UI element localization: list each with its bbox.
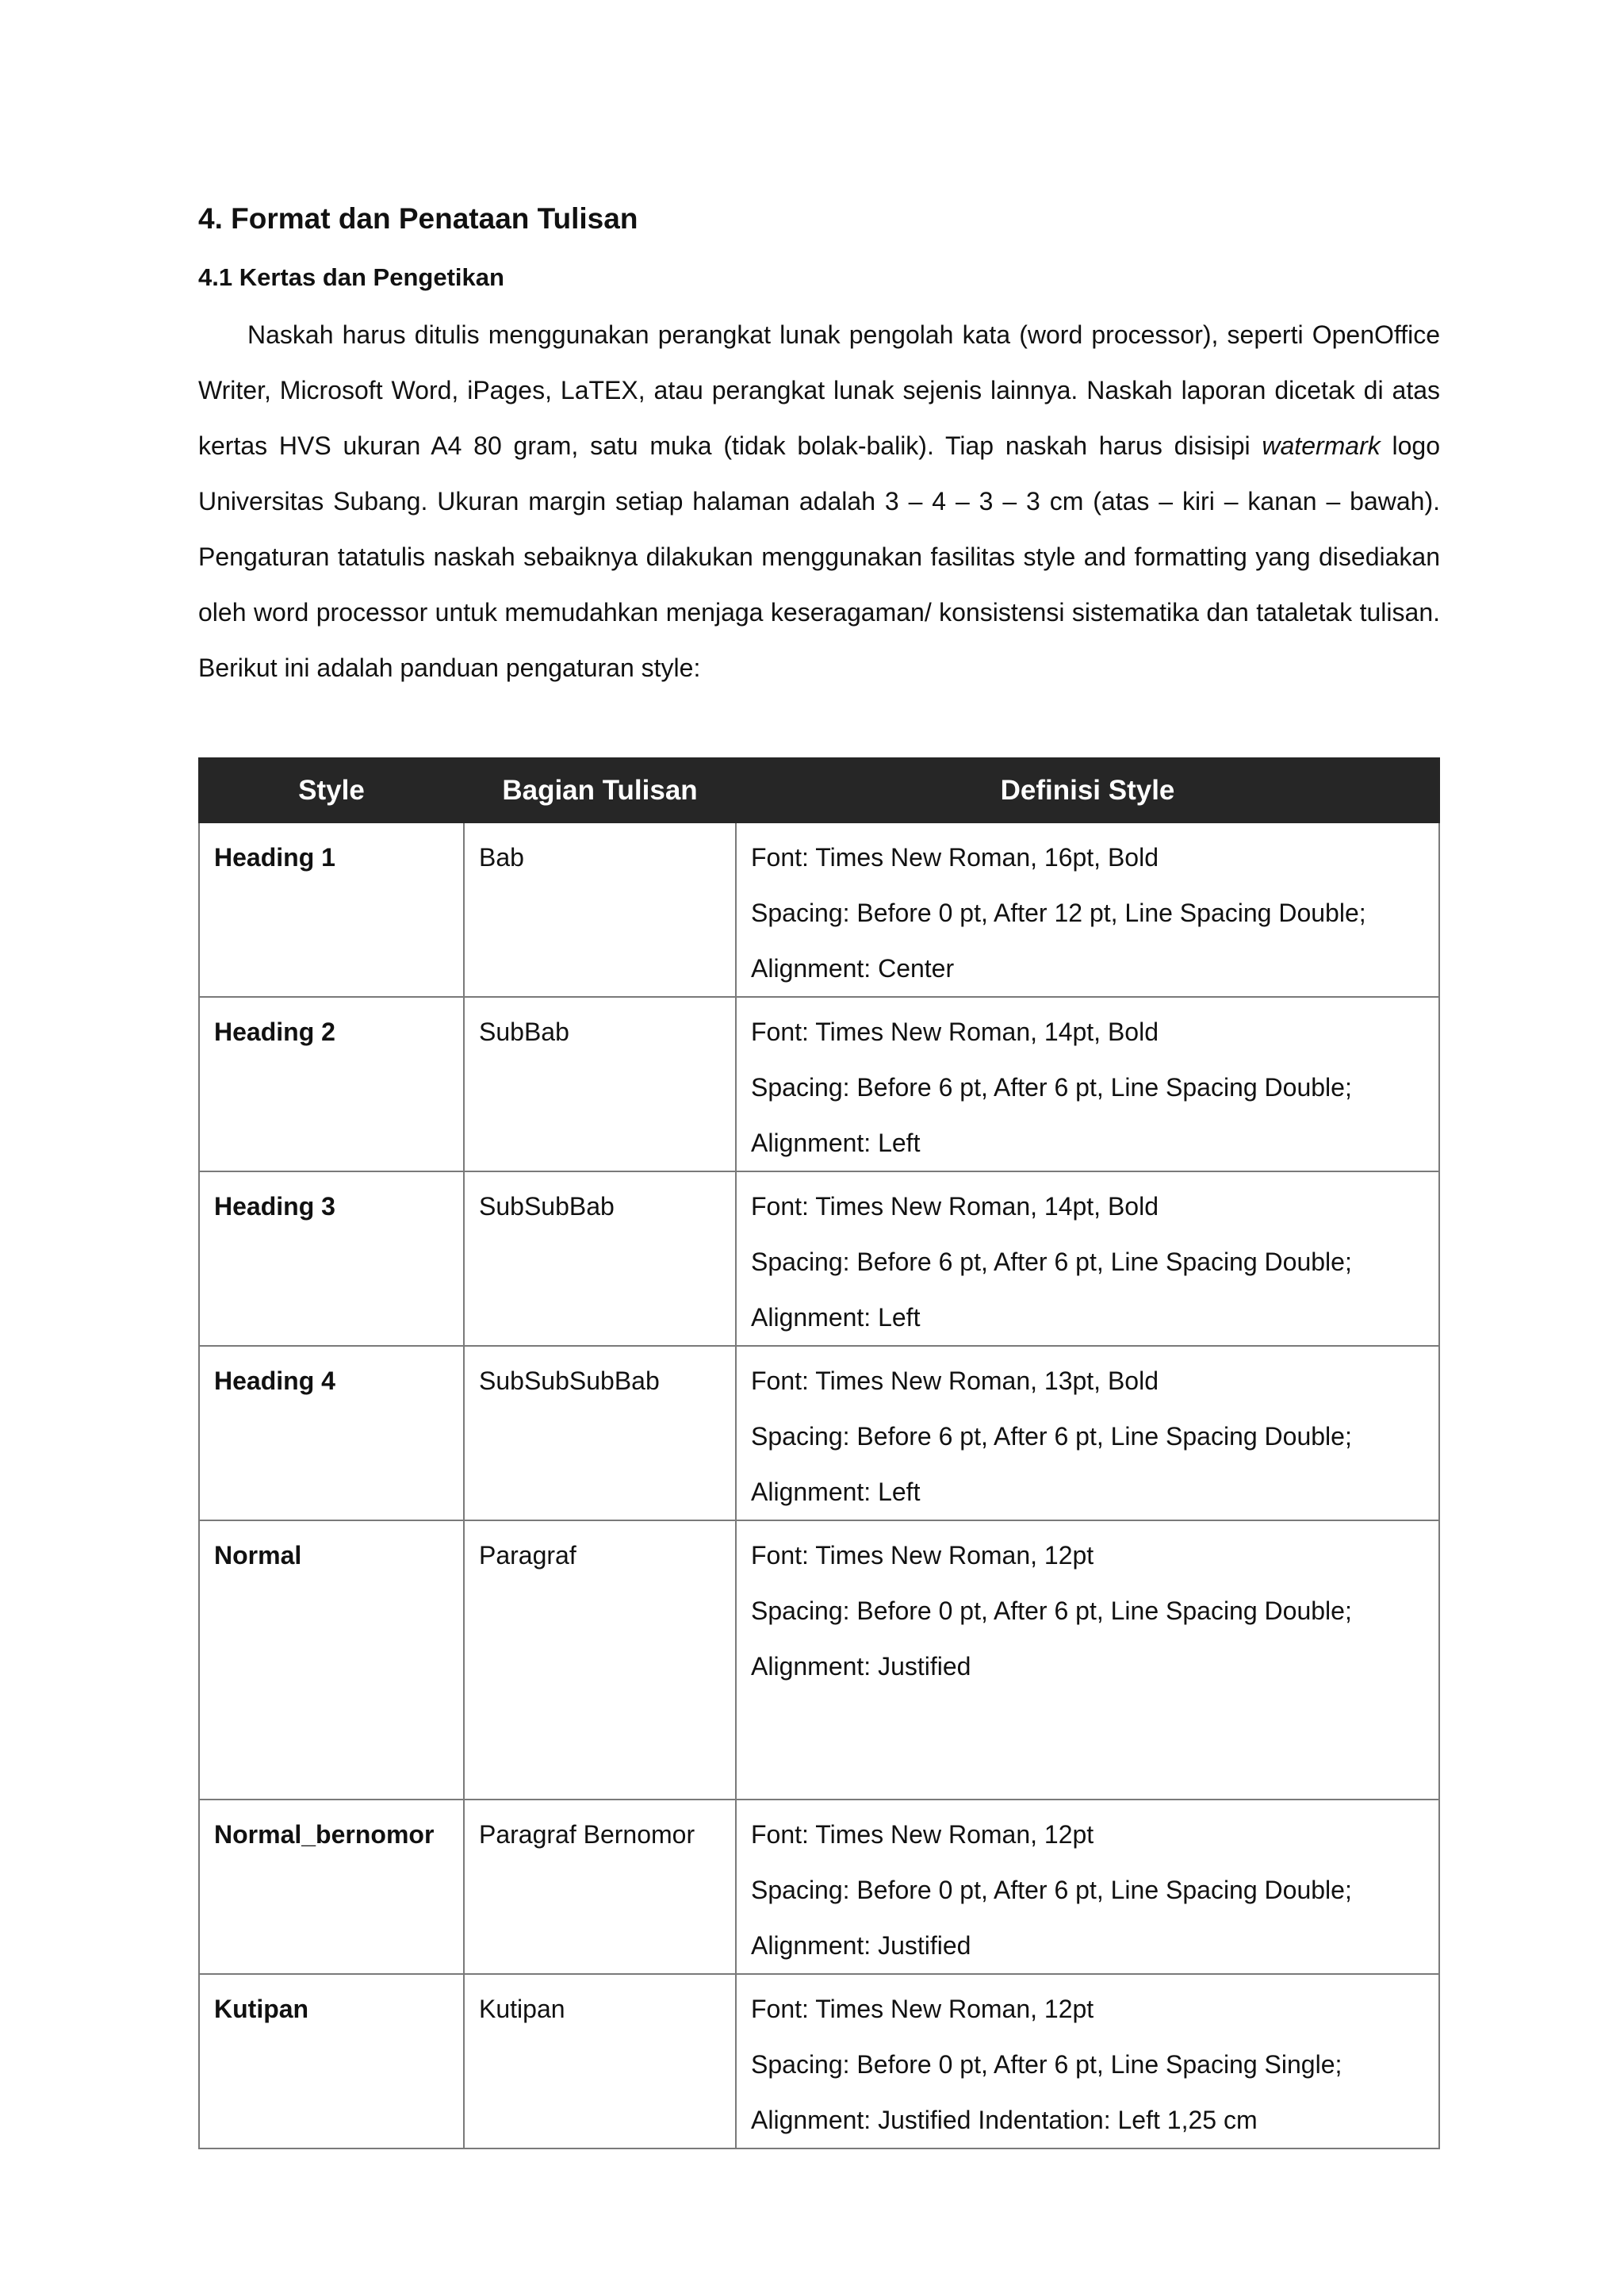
bagian-cell: SubBab — [464, 997, 736, 1171]
definisi-alignment: Alignment: Justified Indentation: Left 1,25 cm — [751, 2106, 1258, 2134]
style-cell: Heading 2 — [199, 997, 464, 1171]
style-guide-table — [198, 757, 1440, 2149]
section-heading: 4. Format dan Penataan Tulisan — [198, 202, 638, 235]
definisi-spacing: Spacing: Before 0 pt, After 6 pt, Line Spacing Single; — [751, 2050, 1342, 2079]
definisi-cell — [736, 1346, 1439, 1520]
table-row — [199, 1800, 1439, 1974]
definisi-spacing: Spacing: Before 0 pt, After 6 pt, Line Spacing Double; — [751, 1596, 1352, 1625]
definisi-alignment: Alignment: Justified — [751, 1652, 971, 1681]
definisi-spacing: Spacing: Before 0 pt, After 6 pt, Line Spacing Double; — [751, 1876, 1352, 1904]
definisi-spacing: Spacing: Before 6 pt, After 6 pt, Line Spacing Double; — [751, 1248, 1352, 1276]
table-header-row — [199, 758, 1439, 822]
paragraph-text-part2: logo Universitas Subang. Ukuran margin setiap halaman adalah 3 – 4 – 3 – 3 cm (atas – kiri – kanan – bawah). Pengaturan tatatulis naskah sebaiknya dilakukan menggunakan fasilitas style and formatting yang disediakan oleh word processor untuk memudahkan menjaga keseragaman/ konsistensi sistematika dan tataletak tulisan. Berikut ini adalah panduan pengaturan style: — [198, 431, 1441, 682]
table-row — [199, 1974, 1439, 2148]
column-header-definisi-style: Definisi Style — [736, 758, 1439, 822]
definisi-cell — [736, 822, 1439, 997]
definisi-cell — [736, 1974, 1439, 2148]
definisi-font: Font: Times New Roman, 12pt — [751, 1820, 1094, 1849]
definisi-alignment: Alignment: Left — [751, 1303, 921, 1332]
definisi-cell — [736, 1520, 1439, 1800]
table-row — [199, 1171, 1439, 1346]
bagian-cell: SubSubSubBab — [464, 1346, 736, 1520]
table-row — [199, 1346, 1439, 1520]
bagian-cell: Bab — [464, 822, 736, 997]
column-header-style: Style — [199, 758, 464, 822]
paragraph-emphasis: watermark — [1262, 431, 1381, 460]
definisi-font: Font: Times New Roman, 12pt — [751, 1541, 1094, 1570]
bagian-cell: Paragraf — [464, 1520, 736, 1800]
definisi-font: Font: Times New Roman, 14pt, Bold — [751, 1018, 1159, 1046]
definisi-alignment: Alignment: Center — [751, 954, 955, 983]
column-header-bagian-tulisan: Bagian Tulisan — [464, 758, 736, 822]
definisi-alignment: Alignment: Justified — [751, 1931, 971, 1960]
subsection-heading: 4.1 Kertas dan Pengetikan — [198, 263, 504, 291]
definisi-spacing: Spacing: Before 6 pt, After 6 pt, Line Spacing Double; — [751, 1422, 1352, 1451]
definisi-font: Font: Times New Roman, 16pt, Bold — [751, 843, 1159, 872]
style-cell: Heading 1 — [199, 822, 464, 997]
style-cell: Heading 3 — [199, 1171, 464, 1346]
table-row — [199, 1520, 1439, 1800]
table-row — [199, 997, 1439, 1171]
style-cell: Normal — [199, 1520, 464, 1800]
definisi-cell — [736, 997, 1439, 1171]
style-cell: Heading 4 — [199, 1346, 464, 1520]
paragraph-text-part1: Naskah harus ditulis menggunakan perangkat lunak pengolah kata (word processor), seperti OpenOffice Writer, Microsoft Word, iPages, LaTEX, atau perangkat lunak sejenis lainnya. Naskah laporan dicetak di atas kertas HVS ukuran A4 80 gram, satu muka (tidak bolak-balik). Tiap naskah harus disisipi — [198, 320, 1440, 460]
definisi-alignment: Alignment: Left — [751, 1129, 921, 1157]
bagian-cell: Paragraf Bernomor — [464, 1800, 736, 1974]
definisi-font: Font: Times New Roman, 13pt, Bold — [751, 1366, 1159, 1395]
definisi-font: Font: Times New Roman, 14pt, Bold — [751, 1192, 1159, 1221]
definisi-cell — [736, 1800, 1439, 1974]
definisi-font: Font: Times New Roman, 12pt — [751, 1995, 1094, 2023]
bagian-cell: Kutipan — [464, 1974, 736, 2148]
definisi-spacing: Spacing: Before 6 pt, After 6 pt, Line Spacing Double; — [751, 1073, 1352, 1102]
definisi-cell — [736, 1171, 1439, 1346]
definisi-spacing: Spacing: Before 0 pt, After 12 pt, Line Spacing Double; — [751, 899, 1366, 927]
bagian-cell: SubSubBab — [464, 1171, 736, 1346]
definisi-alignment: Alignment: Left — [751, 1478, 921, 1506]
body-paragraph — [198, 307, 1440, 696]
style-cell: Normal_bernomor — [199, 1800, 464, 1974]
table-row — [199, 822, 1439, 997]
style-cell: Kutipan — [199, 1974, 464, 2148]
